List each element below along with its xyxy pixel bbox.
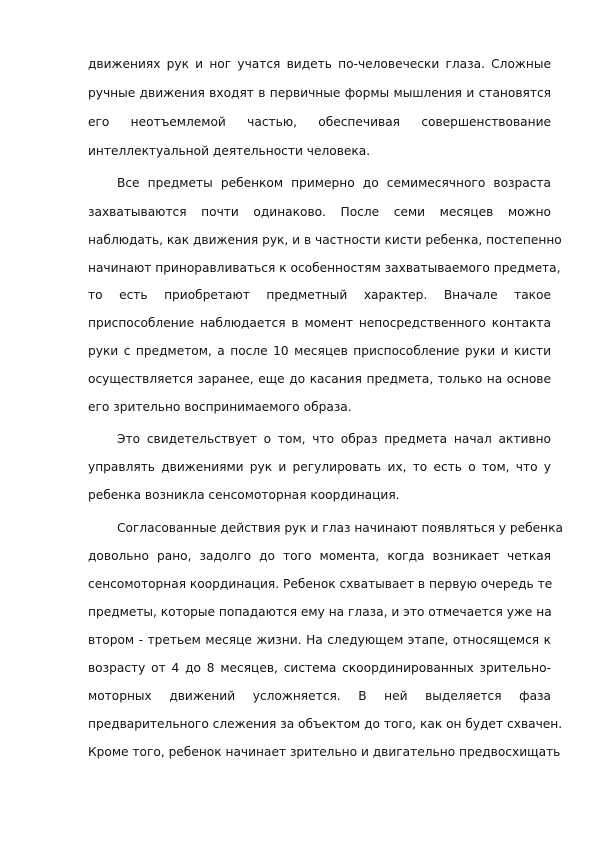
paragraph-line: довольно рано, задолго до того момента, когда возникает четкая [88,549,551,563]
paragraph-line: Кроме того, ребенок начинает зрительно и двигательно предвосхищать [88,745,561,759]
paragraph-line: предварительного слежения за объектом до того, как он будет схвачен. [88,717,563,731]
paragraph-line: втором - третьем месяце жизни. На следующем этапе, относящемся к [88,633,551,647]
paragraph-line: моторных движений усложняется. В ней выделяется фаза [88,689,551,703]
paragraph-line: ручные движения входят в первичные формы мышления и становятся [88,86,551,100]
paragraph-line: Согласованные действия рук и глаз начинают появляться у ребенка [117,521,563,535]
paragraph-line: его зрительно воспринимаемого образа. [88,400,352,414]
paragraph-line: приспособление наблюдается в момент непосредственного контакта [88,316,551,330]
paragraph-line: Все предметы ребенком примерно до семимесячного возраста [117,176,551,190]
paragraph-line: интеллектуальной деятельности человека. [88,144,371,158]
paragraph-line: предметы, которые попадаются ему на глаза, и это отмечается уже на [88,605,552,619]
paragraph-line: захватываются почти одинаково. После семи месяцев можно [88,205,551,219]
paragraph-line: Это свидетельствует о том, что образ предмета начал активно [117,432,551,446]
paragraph-line: его неотъемлемой частью, обеспечивая совершенствование [88,115,551,129]
paragraph-line: наблюдать, как движения рук, и в частности кисти ребенка, постепенно [88,233,562,247]
paragraph-line: возрасту от 4 до 8 месяцев, система скоординированных зрительно- [88,661,551,675]
paragraph-line: начинают приноравливаться к особенностям захватываемого предмета, [88,261,561,275]
paragraph-line: осуществляется заранее, еще до касания предмета, только на основе [88,372,551,386]
paragraph-line: движениях рук и ног учатся видеть по-человечески глаза. Сложные [88,57,551,71]
paragraph-line: ребенка возникла сенсомоторная координация. [88,488,400,502]
paragraph-line: управлять движениями рук и регулировать их, то есть о том, что у [88,460,551,474]
paragraph-line: сенсомоторная координация. Ребенок схватывает в первую очередь те [88,577,553,591]
paragraph-line: руки с предметом, а после 10 месяцев приспособление руки и кисти [88,344,551,358]
paragraph-line: то есть приобретают предметный характер. Вначале такое [88,288,551,302]
